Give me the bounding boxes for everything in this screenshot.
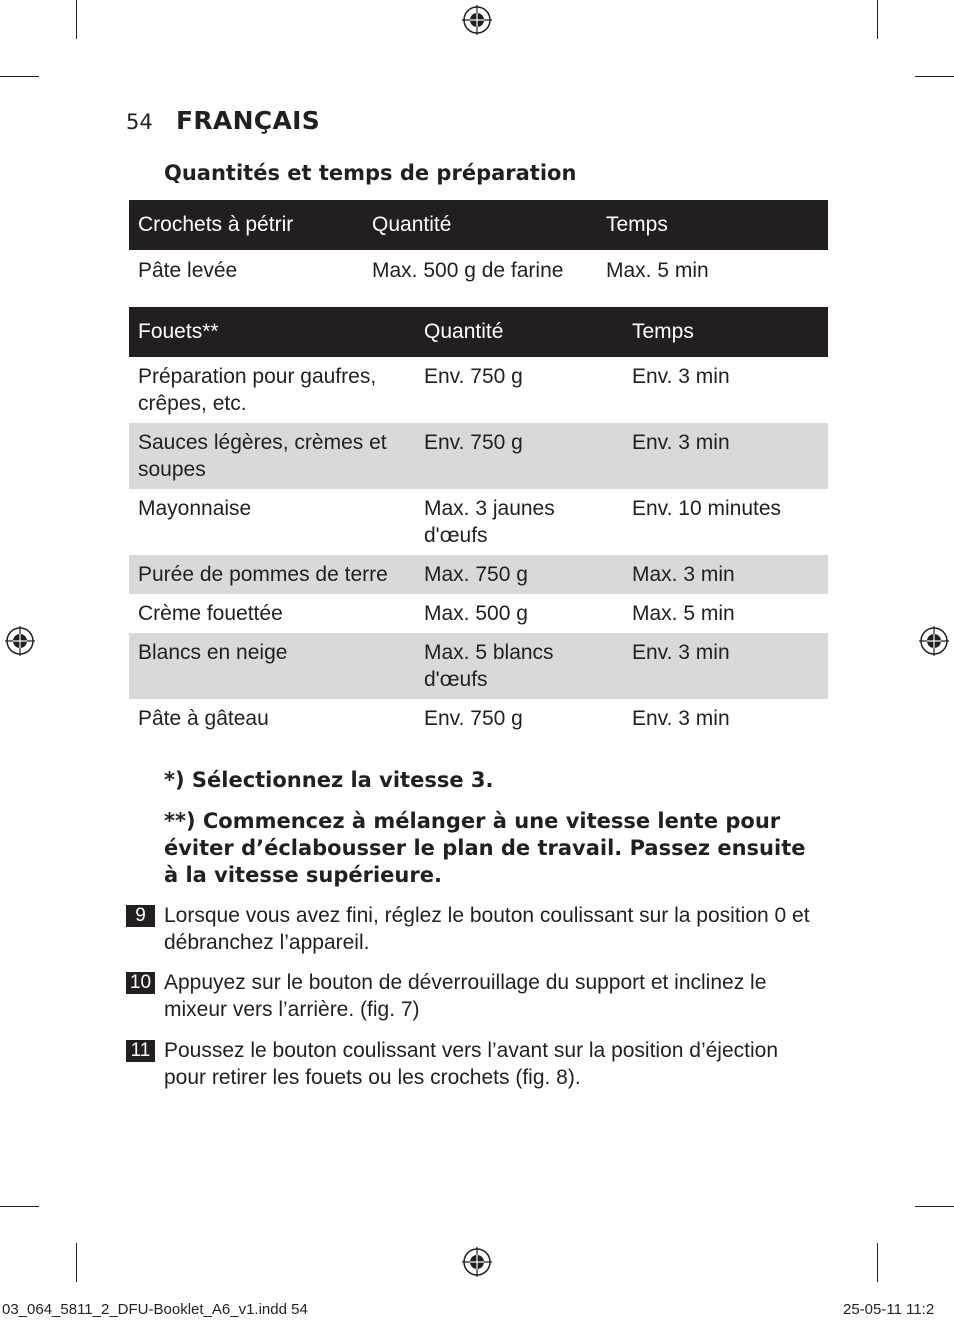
crop-mark xyxy=(76,1243,77,1282)
step-number-badge: 9 xyxy=(126,905,155,927)
kneading-hooks-table xyxy=(129,200,828,296)
table-cell: Max. 750 g xyxy=(415,555,623,594)
table-cell: Max. 5 min xyxy=(606,259,709,282)
table-row xyxy=(129,489,828,555)
registration-mark-icon xyxy=(462,1247,492,1277)
note-splash: **) Commencez à mélanger à une vitesse lente pour éviter d’éclabousser le plan de travail. Passez ensuite à la vitesse supérieure. xyxy=(164,809,806,887)
footer-file-name: 03_064_5811_2_DFU-Booklet_A6_v1.indd 54 xyxy=(2,1301,308,1318)
table-row xyxy=(129,357,828,423)
table-row xyxy=(129,594,828,633)
table-header-cell: Temps xyxy=(623,307,828,357)
section-title: Quantités et temps de préparation xyxy=(164,161,577,185)
table-cell: Purée de pommes de terre xyxy=(129,555,415,594)
table-row xyxy=(129,555,828,594)
step-text: Appuyez sur le bouton de déverrouillage du support et inclinez le mixeur vers l’arrière. (fig. 7) xyxy=(164,971,767,1021)
step-number-badge: 10 xyxy=(126,972,155,994)
table-cell: Sauces légères, crèmes et soupes xyxy=(129,423,415,489)
table-row xyxy=(129,699,828,738)
registration-mark-icon xyxy=(462,5,492,35)
table-cell: Max. 3 jaunes d'œufs xyxy=(424,497,555,547)
table-header-row xyxy=(129,307,828,357)
table-cell: Max. 3 min xyxy=(623,555,828,594)
crop-mark xyxy=(877,0,878,39)
step-text: Poussez le bouton coulissant vers l’avant sur la position d’éjection pour retirer les fouets ou les crochets (fig. 8). xyxy=(164,1039,779,1089)
footer-date-time: 25-05-11 11:2 xyxy=(843,1301,935,1318)
table-header-cell: Crochets à pétrir xyxy=(129,200,363,250)
table-row xyxy=(129,250,828,296)
table-cell: Pâte levée xyxy=(138,259,238,282)
table-cell: Env. 750 g xyxy=(415,423,623,489)
table-cell: Pâte à gâteau xyxy=(138,707,269,730)
page-number: 54 xyxy=(126,110,153,134)
table-cell: Max. 500 g xyxy=(424,602,528,625)
table-header-cell: Quantité xyxy=(415,307,623,357)
table-cell: Max. 500 g de farine xyxy=(372,259,564,282)
language-heading: FRANÇAIS xyxy=(176,106,321,135)
crop-mark xyxy=(76,0,77,39)
table-row xyxy=(129,633,828,699)
table-cell: Mayonnaise xyxy=(138,497,252,520)
table-cell: Préparation pour gaufres, crêpes, etc. xyxy=(138,365,377,415)
table-cell: Env. 3 min xyxy=(623,423,828,489)
table-header-row xyxy=(129,200,828,250)
table-header-cell: Fouets** xyxy=(129,307,415,357)
table-cell: Env. 3 min xyxy=(632,365,730,388)
table-cell: Env. 750 g xyxy=(424,707,523,730)
crop-mark xyxy=(915,76,954,77)
table-cell: Env. 3 min xyxy=(623,633,828,699)
step-text: Lorsque vous avez fini, réglez le bouton coulissant sur la position 0 et débranchez l’appareil. xyxy=(164,904,810,954)
table-header-cell: Quantité xyxy=(363,200,597,250)
table-cell: Env. 10 minutes xyxy=(632,497,782,520)
table-cell: Max. 5 blancs d'œufs xyxy=(415,633,623,699)
crop-mark xyxy=(915,1206,954,1207)
registration-mark-icon xyxy=(919,626,949,656)
table-cell: Blancs en neige xyxy=(129,633,415,699)
table-header-cell: Temps xyxy=(597,200,828,250)
registration-mark-icon xyxy=(5,626,35,656)
table-cell: Max. 5 min xyxy=(632,602,735,625)
step-number-badge: 11 xyxy=(126,1040,155,1062)
table-cell: Env. 750 g xyxy=(424,365,523,388)
table-cell: Env. 3 min xyxy=(632,707,730,730)
crop-mark xyxy=(0,76,39,77)
note-speed: *) Sélectionnez la vitesse 3. xyxy=(164,768,494,792)
beaters-table xyxy=(129,307,828,738)
crop-mark xyxy=(877,1243,878,1282)
crop-mark xyxy=(0,1206,39,1207)
table-cell: Crème fouettée xyxy=(138,602,283,625)
table-row xyxy=(129,423,828,489)
